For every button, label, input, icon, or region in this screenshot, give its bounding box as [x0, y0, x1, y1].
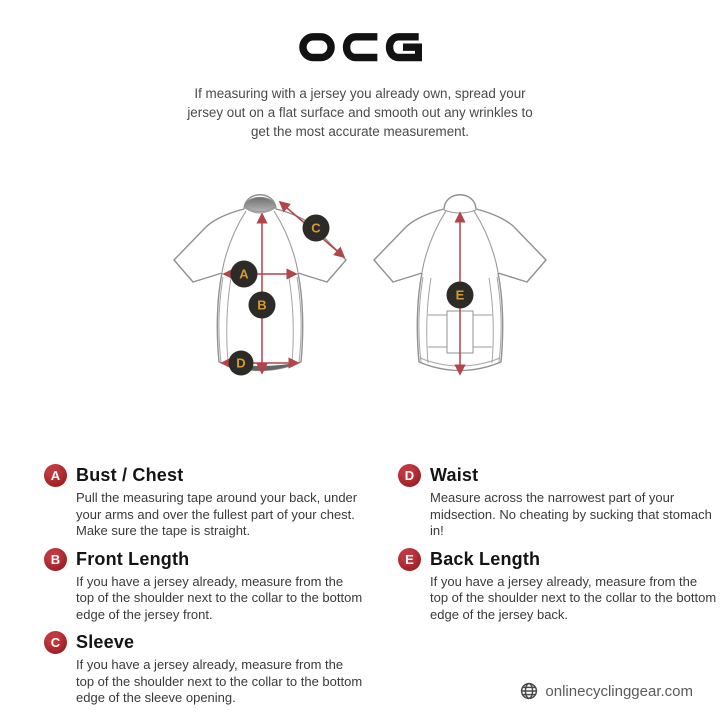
logo-letter-o — [303, 37, 331, 58]
marker-badge-d: D — [398, 464, 421, 487]
back-jersey-diagram — [360, 182, 560, 392]
front-collar-opening — [245, 197, 275, 212]
item-title: Sleeve — [76, 632, 135, 652]
globe-icon — [520, 682, 538, 700]
measurements-column-right — [398, 463, 718, 630]
marker-e — [447, 282, 474, 309]
marker-c — [303, 215, 330, 242]
marker-badge-b: B — [44, 548, 67, 571]
logo-letter-c — [347, 37, 378, 58]
item-title: Waist — [430, 465, 479, 485]
measurement-item-back-length — [398, 547, 718, 624]
marker-badge-a: A — [44, 464, 67, 487]
measurement-item-bust — [44, 463, 364, 540]
item-description: If you have a jersey already, measure from the top of the shoulder next to the collar to the bottom edge of the jersey back. — [430, 573, 717, 622]
marker-b — [249, 292, 276, 319]
website-text: onlinecyclinggear.com — [545, 682, 693, 700]
marker-badge-c: C — [44, 631, 67, 654]
marker-d — [229, 351, 254, 376]
front-jersey-diagram — [160, 182, 360, 392]
svg-text:A: A — [239, 266, 249, 282]
measurement-item-waist — [398, 463, 718, 540]
svg-text:E: E — [455, 287, 465, 303]
item-description: Measure across the narrowest part of your midsection. No cheating by sucking that stomach in! — [430, 490, 712, 538]
measurement-item-front-length — [44, 547, 364, 624]
marker-badge-e: E — [398, 548, 421, 571]
measurements-column-left — [44, 463, 364, 714]
svg-text:D: D — [236, 355, 246, 371]
item-description: Pull the measuring tape around your back, under your arms and over the fullest part of your chest. Make sure the tape is straight. — [76, 490, 358, 538]
jersey-diagrams — [160, 182, 560, 392]
ocg-logo-graphic — [298, 27, 422, 69]
intro-text: If measuring with a jersey you already own, spread your jersey out on a flat surface and smooth out any wrinkles to get the most accurate measurement. — [187, 86, 533, 140]
measurement-item-sleeve — [44, 630, 364, 707]
logo-letter-g — [390, 37, 419, 58]
svg-text:C: C — [311, 220, 321, 236]
footer — [520, 682, 693, 700]
item-title: Front Length — [76, 548, 190, 569]
ocg-logo — [298, 27, 422, 74]
svg-text:B: B — [257, 297, 267, 313]
item-title: Back Length — [430, 548, 541, 569]
item-title: Bust / Chest — [76, 465, 184, 485]
item-description: If you have a jersey already, measure from the top of the shoulder next to the collar to the bottom edge of the sleeve opening. — [76, 657, 363, 705]
marker-a — [231, 261, 258, 288]
item-description: If you have a jersey already, measure from the top of the shoulder next to the collar to the bottom edge of the jersey front. — [76, 573, 363, 622]
